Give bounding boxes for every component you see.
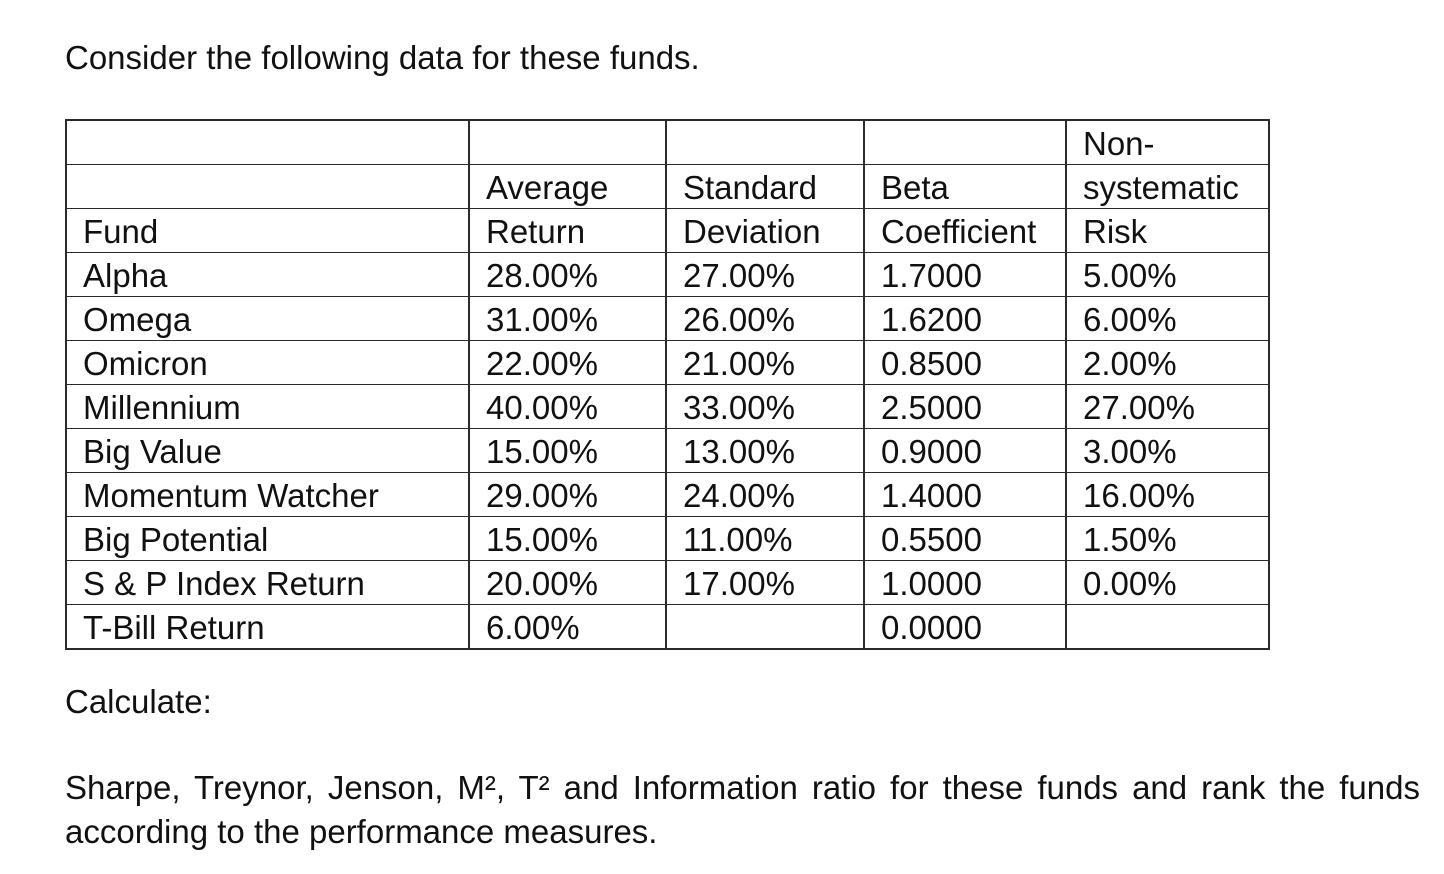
std-deviation-cell: 33.00%	[666, 385, 864, 429]
header-cell: Fund	[66, 209, 469, 253]
header-cell	[66, 165, 469, 209]
header-cell	[469, 120, 666, 165]
header-cell: Return	[469, 209, 666, 253]
average-return-cell: 20.00%	[469, 561, 666, 605]
std-deviation-cell	[666, 605, 864, 650]
beta-cell: 0.8500	[864, 341, 1066, 385]
fund-name-cell: Millennium	[66, 385, 469, 429]
table-row	[66, 429, 1269, 473]
calculate-label: Calculate:	[65, 683, 212, 720]
nonsystematic-risk-cell: 2.00%	[1066, 341, 1269, 385]
table-row	[66, 517, 1269, 561]
fund-name-cell: Omicron	[66, 341, 469, 385]
std-deviation-cell: 27.00%	[666, 253, 864, 297]
fund-name-cell: Big Value	[66, 429, 469, 473]
table-row	[66, 605, 1269, 650]
header-cell: Risk	[1066, 209, 1269, 253]
beta-cell: 2.5000	[864, 385, 1066, 429]
table-row	[66, 561, 1269, 605]
header-cell	[864, 120, 1066, 165]
nonsystematic-risk-cell: 5.00%	[1066, 253, 1269, 297]
intro-text: Consider the following data for these funds.	[65, 39, 700, 76]
header-cell	[666, 120, 864, 165]
std-deviation-cell: 21.00%	[666, 341, 864, 385]
std-deviation-cell: 26.00%	[666, 297, 864, 341]
header-cell: Average	[469, 165, 666, 209]
average-return-cell: 15.00%	[469, 517, 666, 561]
average-return-cell: 28.00%	[469, 253, 666, 297]
fund-name-cell: Momentum Watcher	[66, 473, 469, 517]
nonsystematic-risk-cell: 16.00%	[1066, 473, 1269, 517]
table-row	[66, 385, 1269, 429]
nonsystematic-risk-cell: 3.00%	[1066, 429, 1269, 473]
average-return-cell: 6.00%	[469, 605, 666, 650]
average-return-cell: 29.00%	[469, 473, 666, 517]
table-row	[66, 341, 1269, 385]
beta-cell: 1.0000	[864, 561, 1066, 605]
header-cell: Non-	[1066, 120, 1269, 165]
beta-cell: 1.6200	[864, 297, 1066, 341]
beta-cell: 1.7000	[864, 253, 1066, 297]
header-cell: Standard	[666, 165, 864, 209]
fund-data-table	[65, 119, 1270, 650]
task-paragraph: Sharpe, Treynor, Jenson, M², T² and Information ratio for these funds and rank the funds according to the performance measures.	[65, 769, 1420, 850]
fund-name-cell: Big Potential	[66, 517, 469, 561]
table-row	[66, 297, 1269, 341]
average-return-cell: 15.00%	[469, 429, 666, 473]
std-deviation-cell: 11.00%	[666, 517, 864, 561]
beta-cell: 0.0000	[864, 605, 1066, 650]
header-cell: Coefficient	[864, 209, 1066, 253]
header-cell: systematic	[1066, 165, 1269, 209]
beta-cell: 0.5500	[864, 517, 1066, 561]
nonsystematic-risk-cell: 1.50%	[1066, 517, 1269, 561]
std-deviation-cell: 24.00%	[666, 473, 864, 517]
fund-name-cell: Alpha	[66, 253, 469, 297]
average-return-cell: 22.00%	[469, 341, 666, 385]
fund-name-cell: T-Bill Return	[66, 605, 469, 650]
beta-cell: 0.9000	[864, 429, 1066, 473]
fund-name-cell: Omega	[66, 297, 469, 341]
nonsystematic-risk-cell: 0.00%	[1066, 561, 1269, 605]
header-row-2	[66, 165, 1269, 209]
nonsystematic-risk-cell: 27.00%	[1066, 385, 1269, 429]
average-return-cell: 40.00%	[469, 385, 666, 429]
beta-cell: 1.4000	[864, 473, 1066, 517]
std-deviation-cell: 13.00%	[666, 429, 864, 473]
nonsystematic-risk-cell	[1066, 605, 1269, 650]
header-row-1	[66, 120, 1269, 165]
header-cell	[66, 120, 469, 165]
fund-name-cell: S & P Index Return	[66, 561, 469, 605]
header-cell: Beta	[864, 165, 1066, 209]
header-cell: Deviation	[666, 209, 864, 253]
nonsystematic-risk-cell: 6.00%	[1066, 297, 1269, 341]
std-deviation-cell: 17.00%	[666, 561, 864, 605]
table-row	[66, 253, 1269, 297]
header-row-3	[66, 209, 1269, 253]
average-return-cell: 31.00%	[469, 297, 666, 341]
table-row	[66, 473, 1269, 517]
